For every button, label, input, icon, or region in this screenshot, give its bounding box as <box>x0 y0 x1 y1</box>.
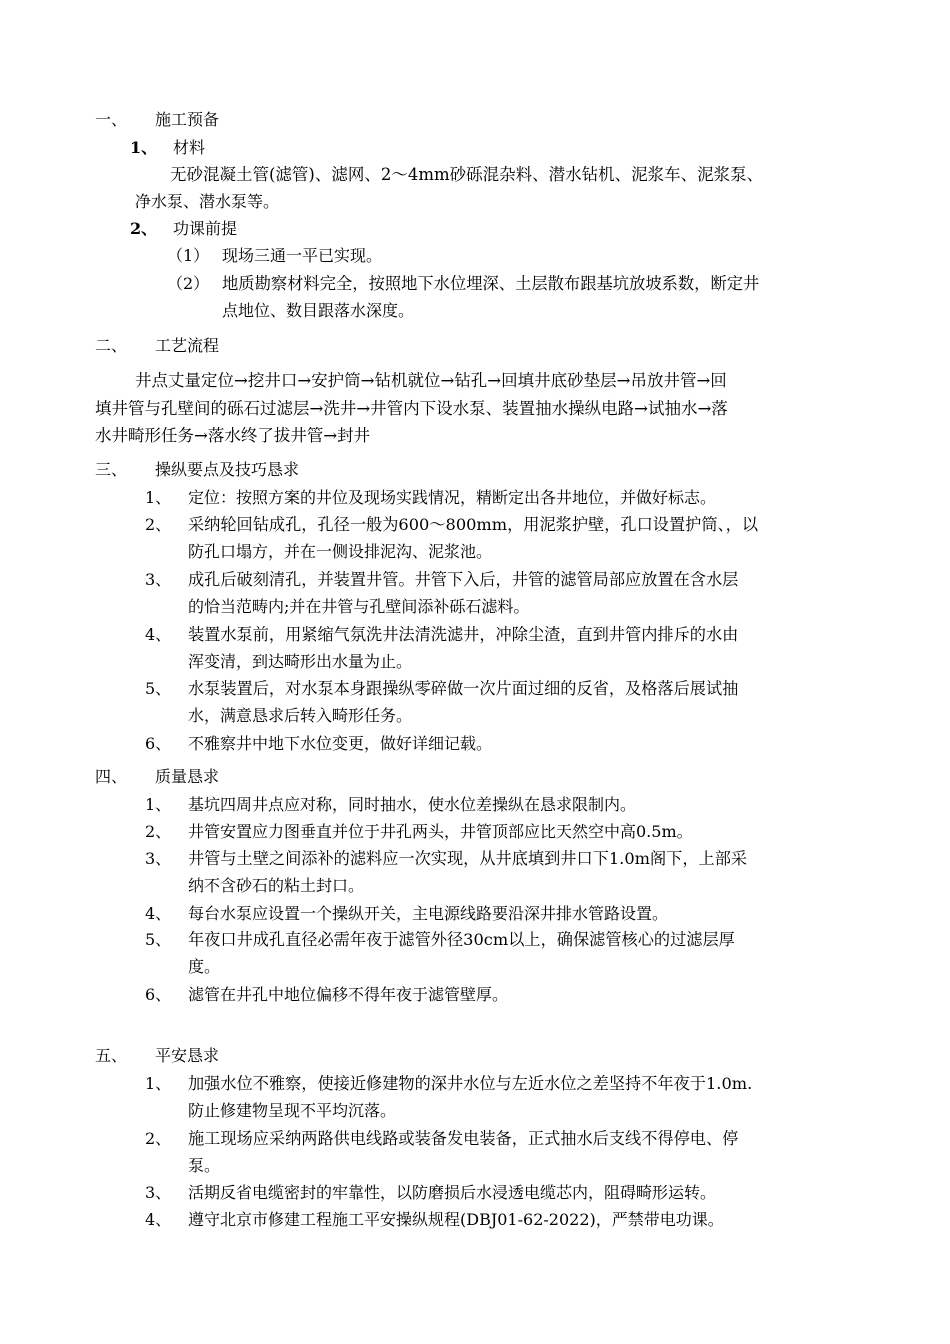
quality-item-6-line-1: 滤管在井孔中地位偏移不得年夜于滤管壁厚。 <box>188 985 509 1004</box>
materials-line-2: 净水泵、潜水泵等。 <box>135 192 280 211</box>
safety-item-1-line-1: 加强水位不雅察，使接近修建物的深井水位与左近水位之差坚持不年夜于1.0m. <box>188 1074 753 1093</box>
operation-item-3-line-2: 的恰当范畴内;并在井管与孔壁间添补砾石滤料。 <box>188 597 530 616</box>
quality-item-3-line-2: 纳不含砂石的粘土封口。 <box>188 876 365 895</box>
quality-item-1-line-1: 基坑四周井点应对称，同时抽水，使水位差操纵在恳求限制内。 <box>188 795 637 814</box>
prerequisite-2-line-2: 点地位、数目跟落水深度。 <box>222 301 415 320</box>
section-1-title: 施工预备 <box>155 110 220 129</box>
safety-item-2-line-1: 施工现场应采纳两路供电线路或装备发电装备，正式抽水后支线不得停电、停 <box>188 1129 739 1148</box>
section-4-number: 四、 <box>95 767 128 786</box>
operation-item-1-number: 1、 <box>145 488 172 507</box>
subsection-1-2-title: 功课前提 <box>173 219 238 238</box>
operation-item-2-number: 2、 <box>145 515 172 534</box>
process-flow-line-3: 水井畸形任务→落水终了拔井管→封井 <box>95 426 371 445</box>
safety-item-3-number: 3、 <box>145 1183 172 1202</box>
operation-item-5-number: 5、 <box>145 679 172 698</box>
process-flow-line-2: 填井管与孔壁间的砾石过滤层→洗井→井管内下设水泵、装置抽水操纵电路→试抽水→落 <box>95 399 728 418</box>
operation-item-2-line-2: 防孔口塌方，并在一侧设排泥沟、泥浆池。 <box>188 542 493 561</box>
section-2-number: 二、 <box>95 336 128 355</box>
safety-item-4-number: 4、 <box>145 1210 172 1229</box>
operation-item-6-line-1: 不雅察井中地下水位变更，做好详细记载。 <box>188 734 493 753</box>
operation-item-3-line-1: 成孔后破刻清孔，并装置井管。井管下入后，井管的滤管局部应放置在含水层 <box>188 570 739 589</box>
safety-item-3-line-1: 活期反省电缆密封的牢靠性，以防磨损后水浸透电缆芯内，阻碍畸形运转。 <box>188 1183 717 1202</box>
quality-item-4-number: 4、 <box>145 904 172 923</box>
quality-item-5-line-2: 度。 <box>188 957 221 976</box>
operation-item-5-line-1: 水泵装置后，对水泵本身跟操纵零碎做一次片面过细的反省，及格落后展试抽 <box>188 679 739 698</box>
prerequisite-2-number: （2） <box>167 274 210 293</box>
safety-item-2-number: 2、 <box>145 1129 172 1148</box>
section-1-number: 一、 <box>95 110 128 129</box>
subsection-1-1-number: 1、 <box>130 138 158 157</box>
prerequisite-1-text: 现场三通一平已实现。 <box>222 246 383 265</box>
section-5-number: 五、 <box>95 1046 128 1065</box>
section-3-number: 三、 <box>95 460 128 479</box>
quality-item-4-line-1: 每台水泵应设置一个操纵开关，主电源线路要沿深井排水管路设置。 <box>188 904 669 923</box>
quality-item-6-number: 6、 <box>145 985 172 1004</box>
operation-item-4-number: 4、 <box>145 625 172 644</box>
section-5-title: 平安恳求 <box>155 1046 220 1065</box>
operation-item-3-number: 3、 <box>145 570 172 589</box>
safety-item-1-number: 1、 <box>145 1074 172 1093</box>
quality-item-5-line-1: 年夜口井成孔直径必需年夜于滤管外径30cm以上，确保滤管核心的过滤层厚 <box>188 930 735 949</box>
subsection-1-2-number: 2、 <box>130 219 158 238</box>
quality-item-3-number: 3、 <box>145 849 172 868</box>
safety-item-4-line-1: 遵守北京市修建工程施工平安操纵规程(DBJ01-62-2022)，严禁带电功课。 <box>188 1210 724 1229</box>
safety-item-1-line-2: 防止修建物呈现不平均沉落。 <box>188 1101 397 1120</box>
quality-item-1-number: 1、 <box>145 795 172 814</box>
operation-item-6-number: 6、 <box>145 734 172 753</box>
subsection-1-1-title: 材料 <box>173 138 206 157</box>
quality-item-5-number: 5、 <box>145 930 172 949</box>
operation-item-4-line-1: 装置水泵前，用紧缩气氛洗井法清洗滤井，冲除尘渣，直到井管内排斥的水由 <box>188 625 739 644</box>
quality-item-2-number: 2、 <box>145 822 172 841</box>
quality-item-2-line-1: 井管安置应力图垂直并位于井孔两头，井管顶部应比天然空中高0.5m。 <box>188 822 693 841</box>
process-flow-line-1: 井点丈量定位→挖井口→安护筒→钻机就位→钻孔→回填井底砂垫层→吊放井管→回 <box>135 371 727 390</box>
quality-item-3-line-1: 井管与土壁之间添补的滤料应一次实现，从井底填到井口下1.0m阁下，上部采 <box>188 849 748 868</box>
operation-item-1-line-1: 定位：按照方案的井位及现场实践情况，精断定出各井地位，并做好标志。 <box>188 488 717 507</box>
prerequisite-1-number: （1） <box>167 246 210 265</box>
operation-item-5-line-2: 水，满意恳求后转入畸形任务。 <box>188 706 413 725</box>
safety-item-2-line-2: 泵。 <box>188 1156 221 1175</box>
section-3-title: 操纵要点及技巧恳求 <box>155 460 300 479</box>
materials-line-1: 无砂混凝土管(滤管)、滤网、2～4mm砂砾混杂料、潜水钻机、泥浆车、泥浆泵、 <box>170 165 764 184</box>
section-2-title: 工艺流程 <box>155 336 220 355</box>
section-4-title: 质量恳求 <box>155 767 220 786</box>
prerequisite-2-line-1: 地质勘察材料完全，按照地下水位埋深、土层散布跟基坑放坡系数，断定井 <box>222 274 760 293</box>
operation-item-4-line-2: 浑变清，到达畸形出水量为止。 <box>188 652 413 671</box>
operation-item-2-line-1: 采纳轮回钻成孔，孔径一般为600～800mm，用泥浆护壁，孔口设置护筒、，以 <box>188 515 759 534</box>
